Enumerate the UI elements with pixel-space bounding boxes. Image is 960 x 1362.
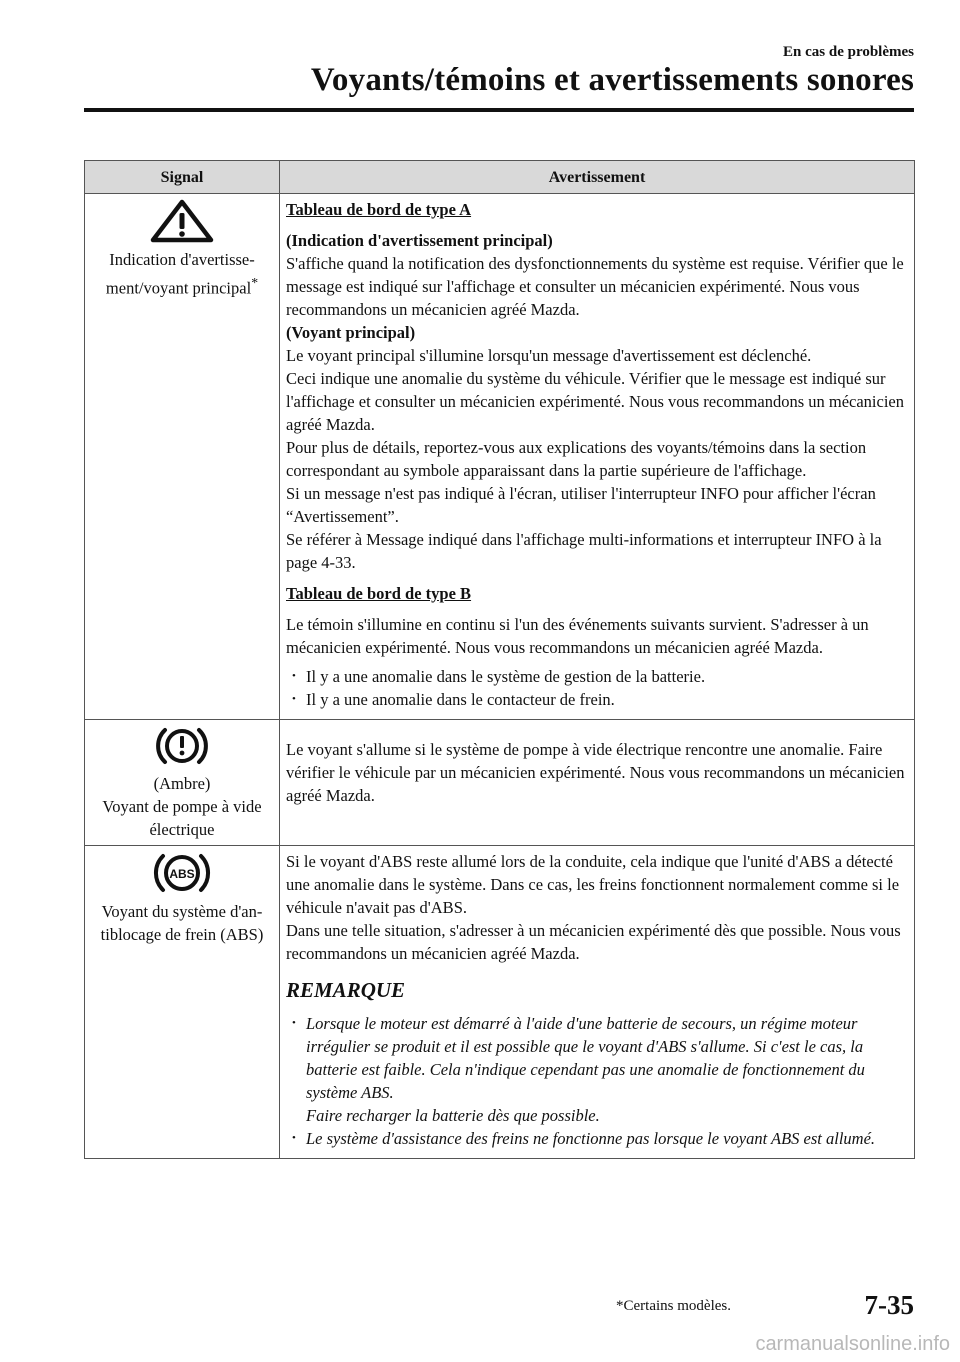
warning-text: Si le voyant d'ABS reste allumé lors de la conduite, cela indique que l'unité d'ABS a détecté une anomalie dans le système. Dans ce cas, les freins fonctionnent normalement comme si le véhicule n'avait pas d'ABS. xyxy=(286,852,900,917)
abs-icon xyxy=(149,850,215,896)
indication-heading: (Indication d'avertissement principal) xyxy=(286,231,553,250)
voyant-text: Si un message n'est pas indiqué à l'écran, utiliser l'interrupteur INFO pour afficher l'écran “Avertissement”. xyxy=(286,484,876,526)
table-row xyxy=(85,720,915,846)
voyant-text: Se référer à Message indiqué dans l'affichage multi-informations et interrupteur INFO à la page 4-33. xyxy=(286,530,882,572)
warning-triangle-icon xyxy=(147,198,217,244)
signal-cell xyxy=(85,720,280,846)
footnote-marker: * xyxy=(251,275,259,290)
table-row xyxy=(85,194,915,720)
voyant-text: Le voyant principal s'illumine lorsqu'un message d'avertissement est déclenché. xyxy=(286,346,812,365)
exclamation-circle-icon xyxy=(151,724,213,768)
table-header-row xyxy=(85,161,915,194)
bullet-list xyxy=(286,665,908,711)
signal-label: (Ambre) Voyant de pompe à vide électrique xyxy=(102,774,262,839)
list-item: • Le système d'assistance des freins ne fonctionne pas lorsque le voyant ABS est allumé. xyxy=(306,1127,908,1150)
voyant-text: Pour plus de détails, reportez-vous aux explications des voyants/témoins dans la section correspondant au symbole apparaissant dans la partie supérieure de l'affichage. xyxy=(286,438,867,480)
note-list xyxy=(286,1012,908,1150)
type-a-heading: Tableau de bord de type A xyxy=(286,200,472,219)
signal-column-header: Signal xyxy=(85,161,280,194)
type-b-heading: Tableau de bord de type B xyxy=(286,584,472,603)
voyant-heading: (Voyant principal) xyxy=(286,323,416,342)
warning-cell xyxy=(280,194,915,720)
watermark: carmanualsonline.info xyxy=(755,1333,950,1355)
signal-label: Voyant du système d'an- tiblocage de frein (ABS) xyxy=(100,902,264,944)
list-item: • Il y a une anomalie dans le contacteur de frein. xyxy=(306,688,908,711)
signal-cell xyxy=(85,846,280,1159)
list-item: • Il y a une anomalie dans le système de gestion de la batterie. xyxy=(306,665,908,688)
footnote: *Certains modèles. xyxy=(616,1298,731,1314)
section-label: En cas de problèmes xyxy=(783,44,914,60)
title-rule xyxy=(84,108,914,112)
type-b-text: Le témoin s'illumine en continu si l'un des événements suivants survient. S'adresser à un mécanicien expérimenté. Nous vous recommandons un mécanicien agréé Mazda. xyxy=(286,615,869,657)
warning-text: Dans une telle situation, s'adresser à un mécanicien expérimenté dès que possible. Nous vous recommandons un mécanicien agréé Mazda. xyxy=(286,921,901,963)
indication-text: S'affiche quand la notification des dysfonctionnements du système est requise. Vérifier que le message est indiqué sur l'affichage et consulter un mécanicien expérimenté. Nous vous recommandons un mécanicien agréé Mazda. xyxy=(286,254,904,319)
signal-cell xyxy=(85,194,280,720)
warning-text: Le voyant s'allume si le système de pompe à vide électrique rencontre une anomalie. Faire vérifier le véhicule par un mécanicien expérimenté. Nous vous recommandons un mécanicien agréé Mazda. xyxy=(286,740,905,805)
page-number: 7-35 xyxy=(864,1290,914,1320)
warning-column-header: Avertissement xyxy=(280,161,915,194)
abs-icon-label: ABS xyxy=(169,867,195,881)
table-row xyxy=(85,846,915,1159)
remarque-heading: REMARQUE xyxy=(286,978,406,1002)
list-item: • Lorsque le moteur est démarré à l'aide d'une batterie de secours, un régime moteur irrégulier se produit et il est possible que le voyant d'ABS s'allume. Si c'est le cas, la batterie est faible. Cela n'indique cependant pas une anomalie de fonctionnement du système ABS. Faire recharger la batterie dès que possible. xyxy=(306,1012,908,1127)
warning-table xyxy=(84,160,915,1159)
warning-cell xyxy=(280,720,915,846)
signal-label: Indication d'avertisse- ment/voyant principal* xyxy=(105,250,259,298)
warning-cell xyxy=(280,846,915,1159)
page-title: Voyants/témoins et avertissements sonores xyxy=(310,62,914,98)
voyant-text: Ceci indique une anomalie du système du véhicule. Vérifier que le message est indiqué sur l'affichage et consulter un mécanicien expérimenté. Nous vous recommandons un mécanicien agréé Mazda. xyxy=(286,369,904,434)
